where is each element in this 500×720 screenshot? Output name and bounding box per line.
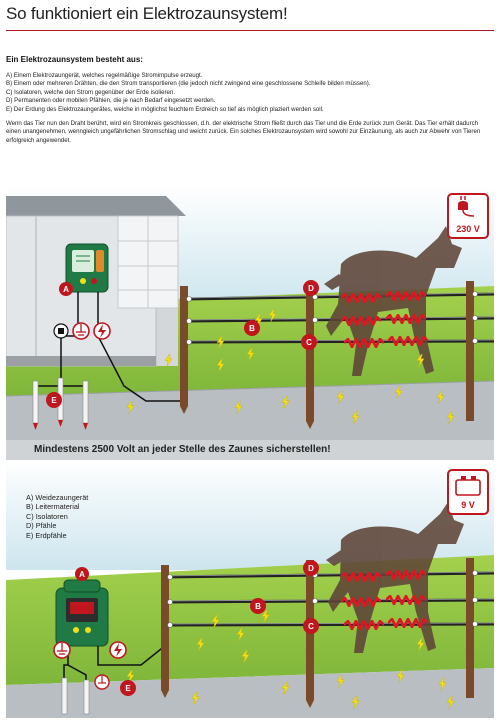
label-d	[303, 560, 319, 576]
component-list	[6, 72, 494, 114]
voltage-symbol	[94, 323, 110, 339]
label-b	[244, 320, 260, 336]
title-divider	[6, 30, 494, 31]
battery-energizer-device	[56, 580, 108, 646]
label-c	[301, 334, 317, 350]
label-a	[75, 567, 89, 581]
legend-item-c: C) Isolatoren	[26, 511, 68, 521]
earth-symbol	[73, 323, 89, 339]
svg-text:C: C	[308, 622, 314, 631]
svg-text:A: A	[63, 285, 69, 294]
legend-item-b: B) Leitermaterial	[26, 502, 80, 512]
intro-heading: Ein Elektrozaunsystem besteht aus:	[6, 55, 143, 64]
power-badge-label: 230 V	[456, 224, 480, 234]
scene1-illustration	[6, 186, 494, 441]
svg-text:D: D	[308, 284, 314, 293]
component-item-d: D) Permanenten oder mobilen Pfählen, die je nach Bedarf eingesetzt werden.	[6, 97, 216, 105]
svg-text:E: E	[125, 684, 131, 693]
svg-text:B: B	[249, 324, 255, 333]
svg-text:D: D	[308, 564, 314, 573]
plug-symbol	[54, 324, 68, 338]
voltage-requirement-banner: Mindestens 2500 Volt an jeder Stelle des Zaunes sicherstellen!	[6, 440, 494, 460]
explanation-paragraph: Wenn das Tier nun den Draht berührt, wird ein Stromkreis geschlossen, d.h. der elektrische Strom fließt durch das Tier und die Erde zurück zum Gerät. Das Tier erhält dadurch einen unangenehmen, wenngleich ungefährlichen Stromschlag und weicht zurück. Ein solches Elektrozaunsystem wird sowohl zur Einzäunung, als auch zur Abwehr von Tieren erfolgreich angewendet.	[6, 120, 481, 144]
component-item-e: E) Der Erdung des Elektrozaungerätes, welche in möglichst feuchtem Erdreich so tief als möglich plaziert werden soll.	[6, 105, 324, 113]
label-b	[250, 598, 266, 614]
legend-item-d: D) Pfähle	[26, 521, 57, 531]
voltage-symbol	[110, 642, 126, 658]
svg-text:E: E	[51, 396, 57, 405]
power-supply-badge	[448, 194, 488, 238]
earth-symbol-rod	[95, 675, 109, 689]
component-item-a: A) Einem Elektrozaungerät, welches regelmäßige Stromimpulse erzeugt.	[6, 72, 203, 79]
earth-symbol	[54, 642, 70, 658]
svg-text:A: A	[79, 570, 85, 579]
component-item-b: B) Einem oder mehreren Drähten, die den Strom transportieren (die jedoch nicht zwingend eine geschlossene Schleife bilden müssen).	[6, 80, 371, 88]
page-title: So funktioniert ein Elektrozaunsystem!	[6, 4, 288, 23]
diagram-mains-energizer	[6, 186, 494, 441]
svg-text:B: B	[255, 602, 261, 611]
battery-badge	[448, 470, 488, 514]
legend-item-a: A) Weidezaungerät	[26, 493, 89, 502]
intro-section	[6, 55, 494, 145]
label-c	[303, 618, 319, 634]
label-a	[59, 282, 73, 296]
label-e	[46, 392, 62, 408]
component-item-c: C) Isolatoren, welche den Strom gegenüber der Erde isolieren.	[6, 88, 176, 96]
label-d	[303, 280, 319, 296]
legend-item-e: E) Erdpfähle	[26, 530, 67, 540]
label-e	[120, 680, 136, 696]
battery-badge-label: 9 V	[461, 500, 475, 510]
svg-text:C: C	[306, 338, 312, 347]
component-legend	[26, 493, 88, 540]
mains-energizer-device	[66, 244, 108, 292]
